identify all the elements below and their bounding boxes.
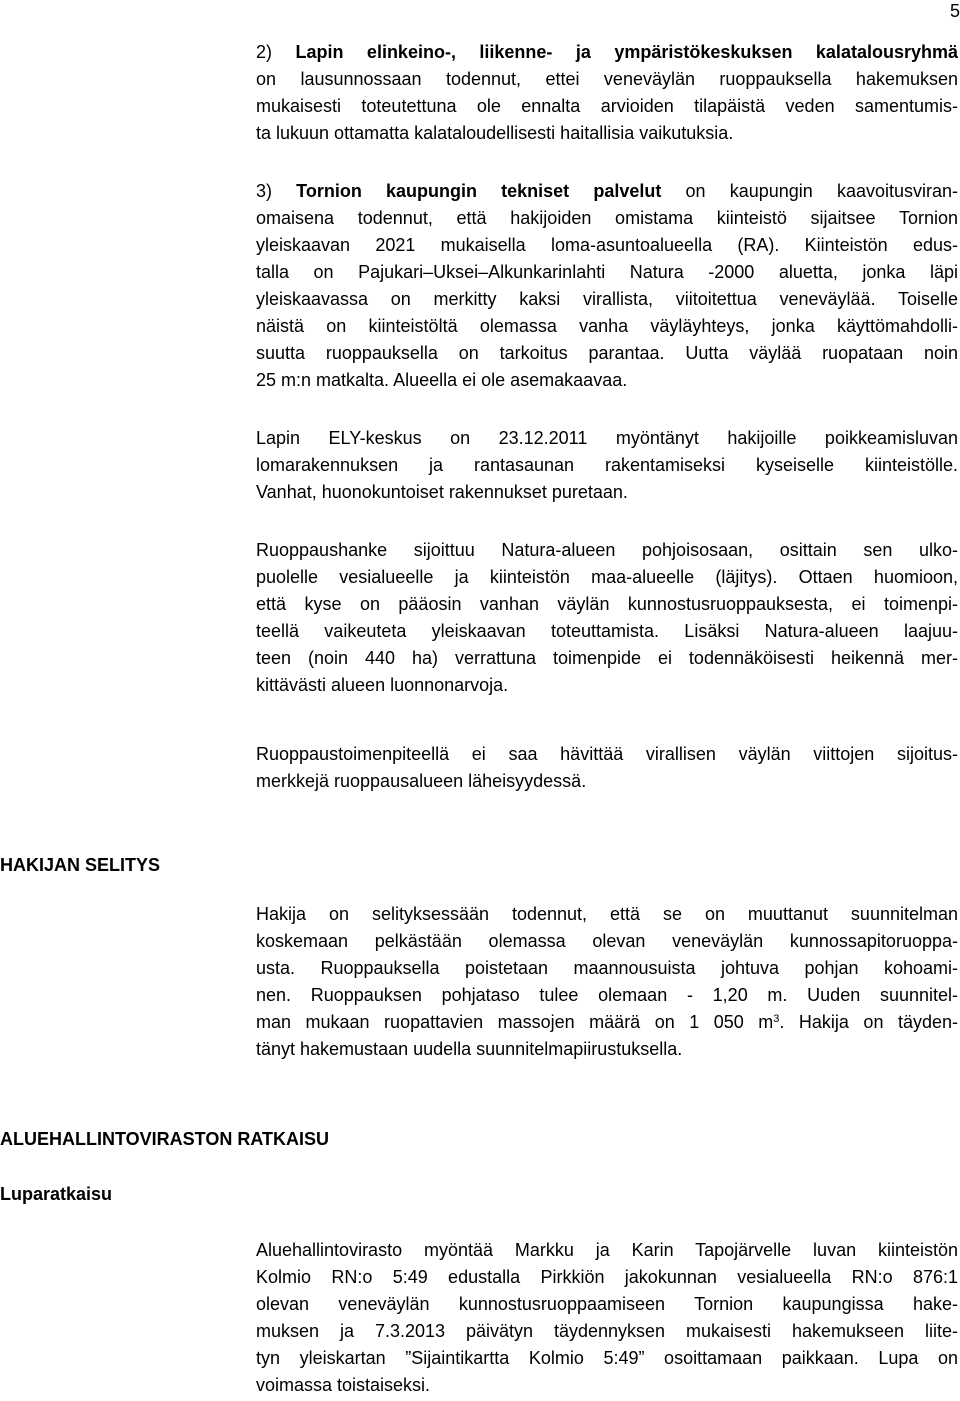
text-line: puolelle vesialueelle ja kiinteistön maa-alueelle (läjitys). Ottaen huomioon,	[256, 567, 958, 587]
text-line: omaisena todennut, että hakijoiden omistama kiinteistö sijaitsee Tornion	[256, 208, 958, 228]
text-line: näistä on kiinteistöltä olemassa vanha väyläyhteys, jonka käyttömahdolli-	[256, 316, 958, 336]
text-line: usta. Ruoppauksella poistetaan maannousuista johtuva pohjan kohoami-	[256, 958, 958, 978]
item-number: 2)	[256, 42, 296, 62]
text-line: koskemaan pelkästään olemassa olevan veneväylän kunnossapitoruoppa-	[256, 931, 958, 951]
text-line: Aluehallintovirasto myöntää Markku ja Karin Tapojärvelle luvan kiinteistön	[256, 1240, 958, 1260]
subheading-luparatkaisu: Luparatkaisu	[0, 1184, 113, 1204]
text-line: suutta ruoppauksella on tarkoitus parantaa. Uutta väylää ruopataan noin	[256, 343, 958, 363]
organization-name: Lapin elinkeino-, liikenne- ja ympäristökeskuksen kalatalousryhmä	[295, 42, 958, 62]
text-line	[256, 179, 958, 203]
text-line: nen. Ruoppauksen pohjataso tulee olemaan - 1,20 m. Uuden suunnitel-	[256, 985, 958, 1005]
text-line: lomarakennuksen ja rantasaunan rakentamiseksi kyseiselle kiinteistölle.	[256, 455, 958, 475]
text-segment: . Hakija on täyden-	[779, 1012, 958, 1032]
text-line: yleiskaavassa on merkitty kaksi virallista, viitoitettua veneväylää. Toiselle	[256, 289, 958, 309]
text-line	[256, 1010, 958, 1034]
text-line: yleiskaavan 2021 mukaisella loma-asuntoalueella (RA). Kiinteistön edus-	[256, 235, 958, 255]
text-line: Lapin ELY-keskus on 23.12.2011 myöntänyt hakijoille poikkeamisluvan	[256, 428, 958, 448]
text-line: tänyt hakemustaan uudella suunnitelmapiirustuksella.	[256, 1039, 683, 1059]
text-line: että kyse on pääosin vanhan väylän kunnostusruoppauksesta, ei toimenpi-	[256, 594, 958, 614]
text-line: 25 m:n matkalta. Alueella ei ole asemakaavaa.	[256, 370, 628, 390]
text-line: on lausunnossaan todennut, ettei veneväylän ruoppauksella hakemuksen	[256, 69, 958, 89]
section-heading-ratkaisu: ALUEHALLINTOVIRASTON RATKAISU	[0, 1129, 330, 1149]
text-line: olevan veneväylän kunnostusruoppaamiseen Tornion kaupungissa hake-	[256, 1294, 958, 1314]
text-line: Hakija on selityksessään todennut, että se on muuttanut suunnitelman	[256, 904, 958, 924]
page-number: 5	[949, 1, 960, 21]
text-line: Ruoppaustoimenpiteellä ei saa hävittää virallisen väylän viittojen sijoitus-	[256, 744, 958, 764]
text-line: voimassa toistaiseksi.	[256, 1375, 431, 1395]
item-number: 3)	[256, 181, 297, 201]
text-line: Kolmio RN:o 5:49 edustalla Pirkkiön jakokunnan vesialueella RN:o 876:1	[256, 1267, 958, 1287]
superscript: 3	[773, 1013, 780, 1025]
text-line: muksen ja 7.3.2013 päivätyn täydennyksen mukaisesti hakemukseen liite-	[256, 1321, 958, 1341]
text-line	[256, 40, 958, 64]
text-segment: man mukaan ruopattavien massojen määrä on 1 050 m	[256, 1012, 774, 1032]
text-line: kittävästi alueen luonnonarvoja.	[256, 675, 509, 695]
text-line: tyn yleiskartan ”Sijaintikartta Kolmio 5:49” osoittamaan paikkaan. Lupa on	[256, 1348, 958, 1368]
text-line: mukaisesti toteutettuna ole ennalta arvioiden tilapäistä veden samentumis-	[256, 96, 958, 116]
text-line: ta lukuun ottamatta kalataloudellisesti haitallisia vaikutuksia.	[256, 123, 734, 143]
text-line: Ruoppaushanke sijoittuu Natura-alueen pohjoisosaan, osittain sen ulko-	[256, 540, 958, 560]
text-line: Vanhat, huonokuntoiset rakennukset puretaan.	[256, 482, 628, 502]
text-line: merkkejä ruoppausalueen läheisyydessä.	[256, 771, 587, 791]
text-line: talla on Pajukari–Uksei–Alkunkarinlahti Natura -2000 aluetta, jonka läpi	[256, 262, 958, 282]
text-segment: on kaupungin kaavoitusviran-	[661, 181, 958, 201]
text-line: teen (noin 440 ha) verrattuna toimenpide ei todennäköisesti heikennä mer-	[256, 648, 958, 668]
organization-name: Tornion kaupungin tekniset palvelut	[296, 181, 662, 201]
section-heading-hakijan-selitys: HAKIJAN SELITYS	[0, 855, 161, 875]
text-line: teellä vaikeuteta yleiskaavan toteuttamista. Lisäksi Natura-alueen laajuu-	[256, 621, 958, 641]
